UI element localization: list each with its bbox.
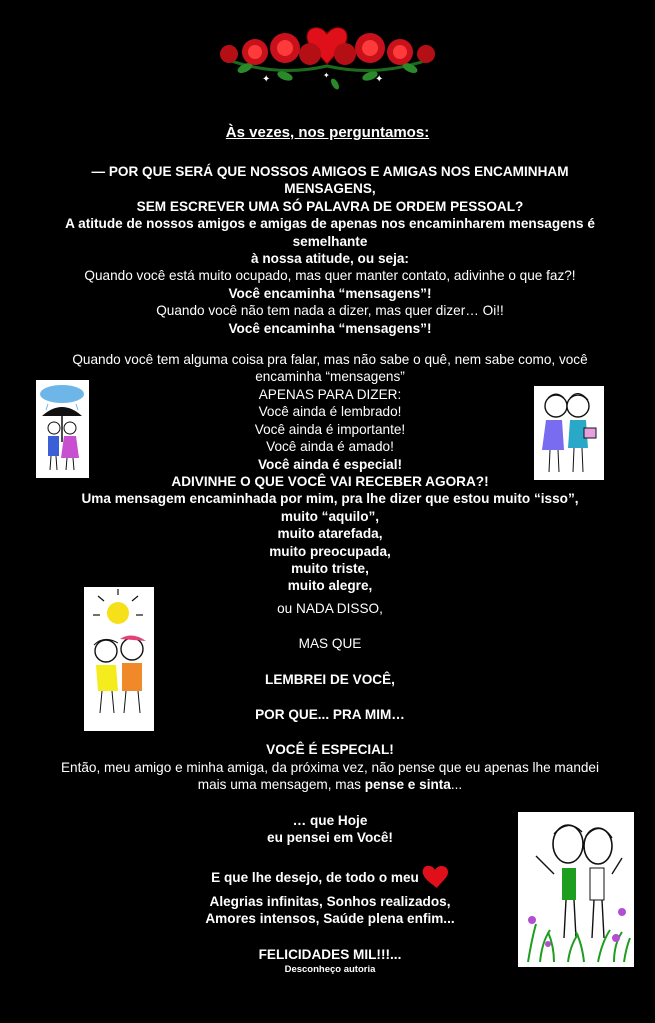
text-run-bold: pense e sinta [364,777,451,793]
text-line: Uma mensagem encaminhada por mim, pra lhe dizer que estou muito “isso”, [81,491,579,507]
text-line: POR QUE... PRA MIM… [255,706,405,722]
text-line: APENAS PARA DIZER: [258,386,402,402]
text-line: Quando você tem alguma coisa pra falar, mas não sabe o quê, nem sabe como, você [72,352,588,368]
text-line: encaminha “mensagens” [255,369,405,385]
text-line: A atitude de nossos amigos e amigas de apenas nos encaminharem mensagens é [65,216,595,232]
text-line: Quando você não tem nada a dizer, mas quer dizer… Oi!! [156,303,504,319]
svg-text:✦: ✦ [323,71,330,80]
text-line: ADIVINHE O QUE VOCÊ VAI RECEBER AGORA?! [171,473,489,489]
author-credit: Desconheço autoria [284,964,376,976]
text-line: LEMBREI DE VOCÊ, [265,671,395,687]
text-line: Você ainda é especial! [257,456,403,472]
couple-under-umbrella-icon [36,380,89,478]
red-heart-icon [421,864,449,892]
text-line: muito atarefada, [277,526,383,542]
text-line: VOCÊ É ESPECIAL! [266,742,394,758]
roses-banner [215,20,440,100]
text-line: … que Hoje [292,812,368,828]
text-run: E que lhe desejo, de todo o meu [211,870,419,886]
text-line: muito alegre, [287,578,373,594]
friends-in-grass-icon [518,812,634,967]
text-line: ou NADA DISSO, [277,600,383,616]
friends-under-sun-icon [84,587,154,731]
text-line: Você ainda é amado! [266,439,394,455]
text-line: eu pensei em Você! [267,830,393,845]
text-line: muito preocupada, [269,543,391,559]
text-line: muito “aquilo”, [280,508,380,524]
text-line: Você ainda é lembrado! [258,404,402,420]
text-line: SEM ESCREVER UMA SÓ PALAVRA DE ORDEM PESSOAL? [136,198,524,214]
text-line: Amores intensos, Saúde plena enfim... [205,911,455,927]
text-line [30,776,630,793]
spacer [30,337,630,351]
roses-and-heart-icon [215,20,440,100]
text-line: MAS QUE [298,636,362,652]
svg-text:✦: ✦ [262,74,271,85]
text-run: ... [450,777,463,793]
text-line: Você encaminha “mensagens”! [228,320,432,336]
two-friends-hugging-icon [534,386,604,480]
text-run: mais uma mensagem, mas [197,777,365,793]
text-line: muito triste, [291,560,369,576]
text-line: Quando você está muito ocupado, mas quer manter contato, adivinhe o que faz?! [84,268,576,284]
text-line: semelhante [292,233,368,249]
text-line: Você ainda é importante! [254,421,406,437]
text-line: Então, meu amigo e minha amiga, da próxima vez, não pense que eu apenas lhe mandei [60,759,600,775]
text-line: Você encaminha “mensagens”! [228,285,432,301]
text-line: MENSAGENS, [284,181,376,197]
page-title: Às vezes, nos perguntamos: [225,124,430,141]
spacer [30,794,630,812]
text-line: FELICIDADES MIL!!!... [258,946,402,962]
text-line: — POR QUE SERÁ QUE NOSSOS AMIGOS E AMIGAS NOS ENCAMINHAM [91,164,569,179]
text-line: Alegrias infinitas, Sonhos realizados, [209,893,451,909]
text-line: à nossa atitude, ou seja: [251,251,409,267]
svg-text:✦: ✦ [375,74,384,85]
